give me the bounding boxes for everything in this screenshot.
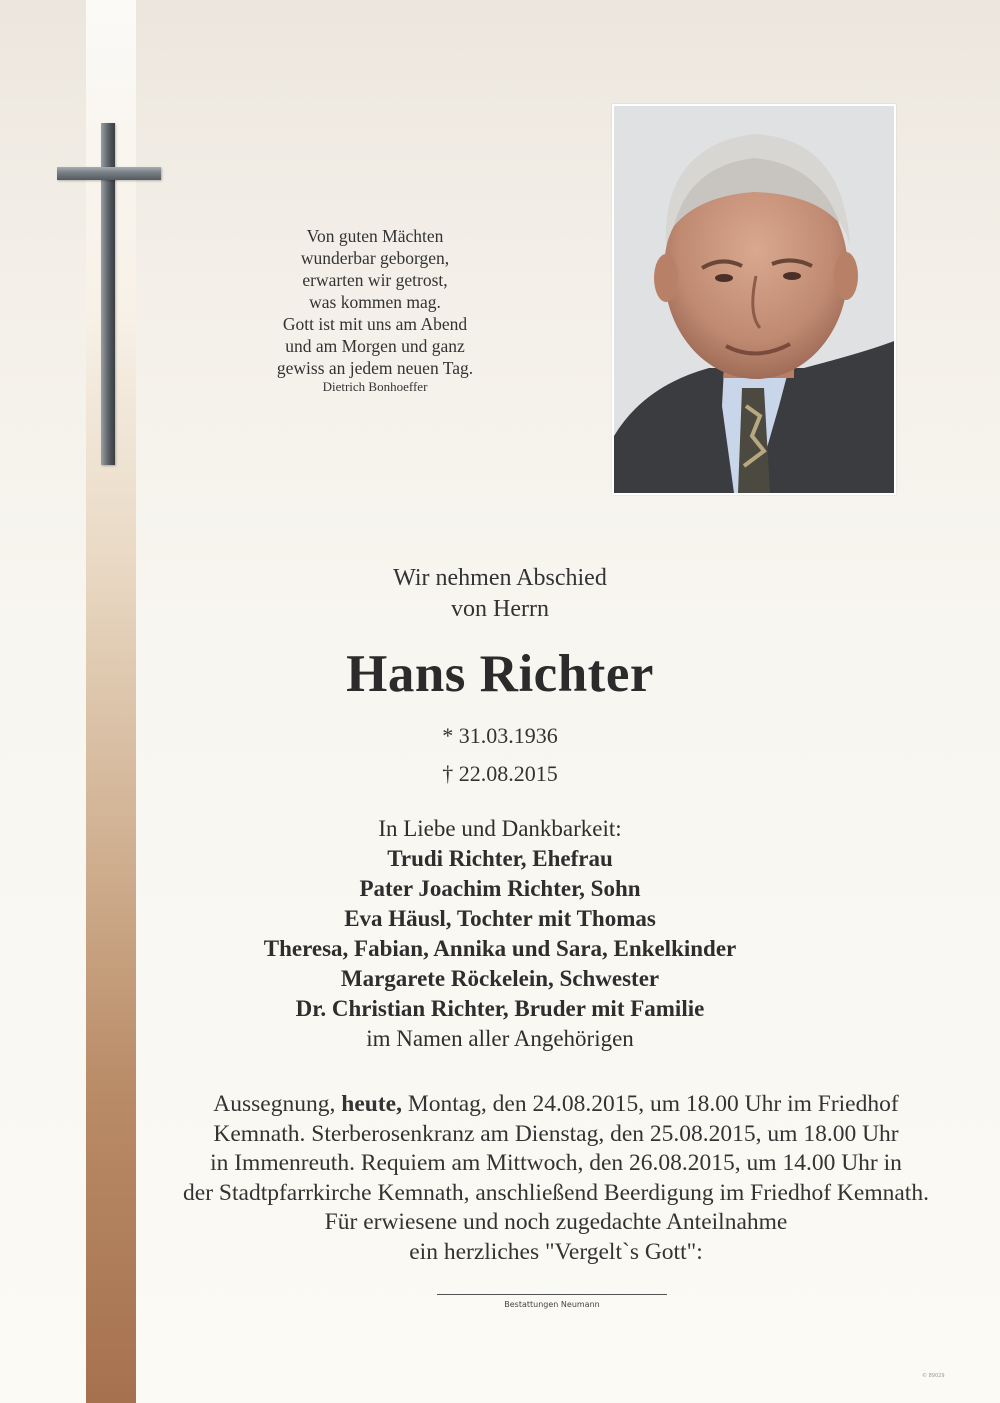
copyright-mark: © 89029 [922, 1373, 945, 1379]
undertaker-name: Bestattungen Neumann [504, 1300, 600, 1309]
announcement-line [100, 1090, 1000, 1120]
quote-line: Von guten Mächten [306, 226, 444, 246]
portrait-illustration [614, 106, 894, 493]
mourner-name: Eva Häusl, Tochter mit Thomas [344, 906, 656, 931]
announcement-text: Aussegnung, [213, 1091, 342, 1117]
farewell-intro [0, 563, 1000, 625]
mourner-name: Trudi Richter, Ehefrau [387, 846, 613, 871]
mourners-footer: im Namen aller Angehörigen [366, 1026, 634, 1051]
quote-line: erwarten wir getrost, [302, 270, 448, 290]
announcement-emphasis: heute, [341, 1091, 402, 1117]
birth-date: * 31.03.1936 [442, 723, 558, 748]
deceased-name: Hans Richter [346, 645, 654, 703]
quote-author: Dietrich Bonhoeffer [322, 379, 428, 394]
mourner-name: Theresa, Fabian, Annika und Sara, Enkelkinder [263, 936, 737, 961]
memorial-quote [230, 225, 520, 395]
signature-rule [437, 1294, 667, 1295]
announcement-line: Kemnath. Sterberosenkranz am Dienstag, den 25.08.2015, um 18.00 Uhr [213, 1120, 899, 1147]
funeral-announcement [100, 1090, 1000, 1267]
cross-icon [57, 123, 161, 465]
announcement-text: Montag, den 24.08.2015, um 18.00 Uhr im Friedhof [401, 1091, 899, 1117]
mourner-name: Pater Joachim Richter, Sohn [359, 876, 641, 901]
quote-line: was kommen mag. [309, 292, 441, 312]
mourner-name: Margarete Röckelein, Schwester [340, 966, 660, 991]
announcement-line: ein herzliches "Vergelt`s Gott": [409, 1238, 703, 1265]
announcement-line: in Immenreuth. Requiem am Mittwoch, den 26.08.2015, um 14.00 Uhr in [210, 1150, 902, 1176]
mourners-heading: In Liebe und Dankbarkeit: [378, 816, 622, 841]
quote-line: wunderbar geborgen, [300, 248, 450, 268]
announcement-line: Für erwiesene und noch zugedachte Anteilnahme [324, 1209, 788, 1235]
intro-line: Wir nehmen Abschied [393, 565, 607, 591]
portrait-photo [612, 104, 896, 495]
quote-line: gewiss an jedem neuen Tag. [276, 358, 474, 378]
quote-line: Gott ist mit uns am Abend [282, 314, 468, 334]
mourners-list [0, 814, 1000, 1054]
death-date: † 22.08.2015 [442, 761, 558, 786]
announcement-line: der Stadtpfarrkirche Kemnath, anschließend Beerdigung im Friedhof Kemnath. [183, 1179, 929, 1206]
intro-line: von Herrn [451, 596, 549, 622]
quote-line: und am Morgen und ganz [285, 336, 465, 356]
mourner-name: Dr. Christian Richter, Bruder mit Familie [295, 996, 705, 1021]
